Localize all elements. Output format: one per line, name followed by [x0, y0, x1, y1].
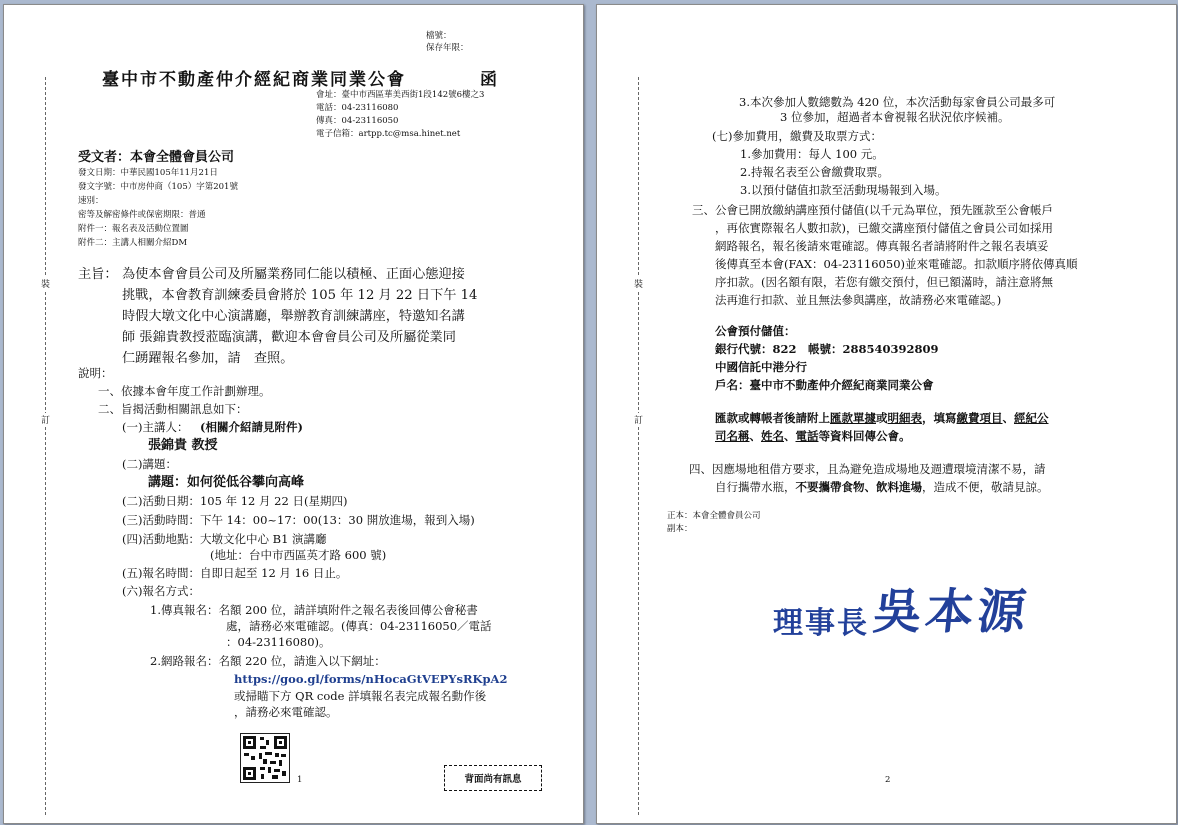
binding-line — [45, 77, 46, 815]
binding-line — [638, 77, 639, 815]
document-page-2 — [596, 4, 1177, 824]
doc-type: 函 — [480, 70, 499, 90]
bank-title: 公會預付儲值： — [715, 324, 796, 338]
item3-line: 後傳真至本會(FAX：04-23116050)並來電確認。扣款順序將依傳真順 — [715, 257, 1078, 271]
fax-signup-line: 處，請務必來電確認。(傳真：04-23116050／電話 — [226, 619, 492, 633]
binding-char: 訂 — [634, 413, 643, 426]
web-signup-line: ，請務必來電確認。 — [234, 705, 338, 719]
remit-line-2: 司名稱、姓名、電話等資料回傳公會。 — [715, 429, 911, 443]
item3-line: 序扣款。(因名額有限，若您有繳交預付，但已額滿時，請注意將無 — [715, 275, 1053, 289]
topic-label: (二)講題： — [122, 457, 177, 471]
item3-line: 三、公會已開放繳納講座預付儲值(以千元為單位，預先匯款至公會帳戶 — [692, 203, 1053, 217]
chairman-seal: 理事長 吳本源 — [773, 584, 1033, 641]
fax-signup-line: ：04-23116080)。 — [226, 635, 331, 649]
archive-number-label: 檔號： — [426, 31, 452, 41]
fee-item: 1.參加費用：每人 100 元。 — [740, 147, 884, 161]
purpose-line: 挑戰，本會教育訓練委員會將於 105 年 12 月 22 日下午 14 — [122, 288, 478, 303]
purpose-label: 主旨： — [78, 267, 118, 282]
page-number: 1 — [297, 775, 303, 785]
item3-line: ，再依實際報名人數扣款)，已繳交講座預付儲值之會員公司如採用 — [715, 221, 1053, 235]
org-phone: 電話：04-23116080 — [316, 103, 399, 113]
explain-item-2: 二、旨揭活動相關訊息如下： — [98, 402, 248, 416]
fee-label: (七)參加費用，繳費及取票方式： — [712, 129, 882, 143]
bank-code: 銀行代號：822 帳號：288540392809 — [715, 342, 939, 356]
binding-char: 裝 — [41, 277, 50, 290]
doc-number: 發文字號：中市房仲商（105）字第201號 — [78, 182, 238, 192]
bank-name: 中國信託中港分行 — [715, 360, 807, 374]
speaker-label: (一)主講人： — [122, 420, 189, 434]
date-sent: 發文日期：中華民國105年11月21日 — [78, 168, 218, 178]
fax-signup-line: 1.傳真報名：名額 200 位，請詳填附件之報名表後回傳公會秘書 — [150, 603, 478, 617]
web-signup-line: 或掃瞄下方 QR code 詳填報名表完成報名動作後 — [234, 689, 487, 703]
attachment-1: 附件一：報名表及活動位置圖 — [78, 224, 189, 234]
org-fax: 傳真：04-23116050 — [316, 116, 399, 126]
binding-char: 訂 — [41, 413, 50, 426]
fee-item: 3.以預付儲值扣款至活動現場報到入場。 — [740, 183, 947, 197]
item3-line: 網路報名，報名後請來電確認。傳真報名者請將附件之報名表填妥 — [715, 239, 1049, 253]
attachment-2: 附件二：主講人相關介紹DM — [78, 238, 188, 248]
purpose-line: 時假大墩文化中心演講廳，舉辦教育訓練講座，特邀知名講 — [122, 309, 465, 324]
back-note-box — [444, 765, 542, 791]
binding-char: 裝 — [634, 277, 643, 290]
event-time: (三)活動時間：下午 14：00~17：00(13：30 開放進場，報到入場) — [122, 513, 475, 527]
signup-url-link[interactable]: https://goo.gl/forms/nHocaGtVEPYsRKpA2 — [234, 672, 508, 686]
item3-line: 法再進行扣款、並且無法參與講座，故請務必來電確認。) — [715, 293, 1002, 307]
event-date: (二)活動日期：105 年 12 月 22 日(星期四) — [122, 494, 348, 508]
back-note-text: 背面尚有訊息 — [464, 774, 522, 785]
explain-label: 說明： — [78, 366, 113, 380]
qr-code-icon[interactable] — [240, 733, 290, 783]
document-page-1 — [3, 4, 584, 824]
purpose-line: 仁踴躍報名參加，請 查照。 — [122, 351, 294, 366]
classification: 密等及解密條件或保密期限：普通 — [78, 210, 206, 220]
speaker-name: 張錦貴 教授 — [148, 438, 218, 453]
purpose-line: 師 張錦貴教授蒞臨演講，歡迎本會會員公司及所屬從業同 — [122, 330, 456, 345]
retention-label: 保存年限： — [426, 43, 469, 53]
copy-recipient: 副本： — [667, 524, 693, 534]
explain-item-1: 一、依據本會年度工作計劃辦理。 — [98, 384, 271, 398]
web-signup: 2.網路報名：名額 220 位，請進入以下網址： — [150, 654, 386, 668]
recipient: 受文者：本會全體會員公司 — [78, 150, 235, 165]
signup-method: (六)報名方式： — [122, 584, 200, 598]
speaker-note: (相關介紹請見附件) — [200, 420, 303, 434]
cont-line: 3 位參加，超過者本會視報名狀況依序候補。 — [780, 110, 1010, 124]
org-address: 會址：臺中市西區華美西街1段142號6樓之3 — [316, 90, 485, 100]
org-email: 電子信箱：artpp.tc@msa.hinet.net — [316, 129, 461, 139]
cont-line: 3.本次參加人數總數為 420 位，本次活動每家會員公司最多可 — [739, 95, 1056, 109]
fee-item: 2.持報名表至公會繳費取票。 — [740, 165, 889, 179]
event-address: (地址：台中市西區英才路 600 號) — [210, 548, 387, 562]
item4-line-2: 自行攜帶水瓶，不要攜帶食物、飲料進場，造成不便，敬請見諒。 — [715, 480, 1049, 494]
speed: 速別： — [78, 196, 104, 206]
purpose-line: 為使本會會員公司及所屬業務同仁能以積極、正面心態迎接 — [122, 267, 465, 282]
page-number: 2 — [885, 775, 891, 785]
org-title: 臺中市不動產仲介經紀商業同業公會 — [102, 70, 406, 90]
event-place: (四)活動地點：大墩文化中心 B1 演講廳 — [122, 532, 327, 546]
signup-period: (五)報名時間：自即日起至 12 月 16 日止。 — [122, 566, 348, 580]
remit-line-1: 匯款或轉帳者後請附上匯款單據或明細表，填寫繳費項目、經紀公 — [715, 411, 1049, 425]
account-name: 戶名：臺中市不動產仲介經紀商業同業公會 — [715, 378, 934, 392]
item4-line: 四、因應場地租借方要求，且為避免造成場地及週遭環境清潔不易，請 — [689, 462, 1046, 476]
topic: 講題：如何從低谷攀向高峰 — [148, 475, 305, 490]
original-recipient: 正本：本會全體會員公司 — [667, 511, 761, 521]
